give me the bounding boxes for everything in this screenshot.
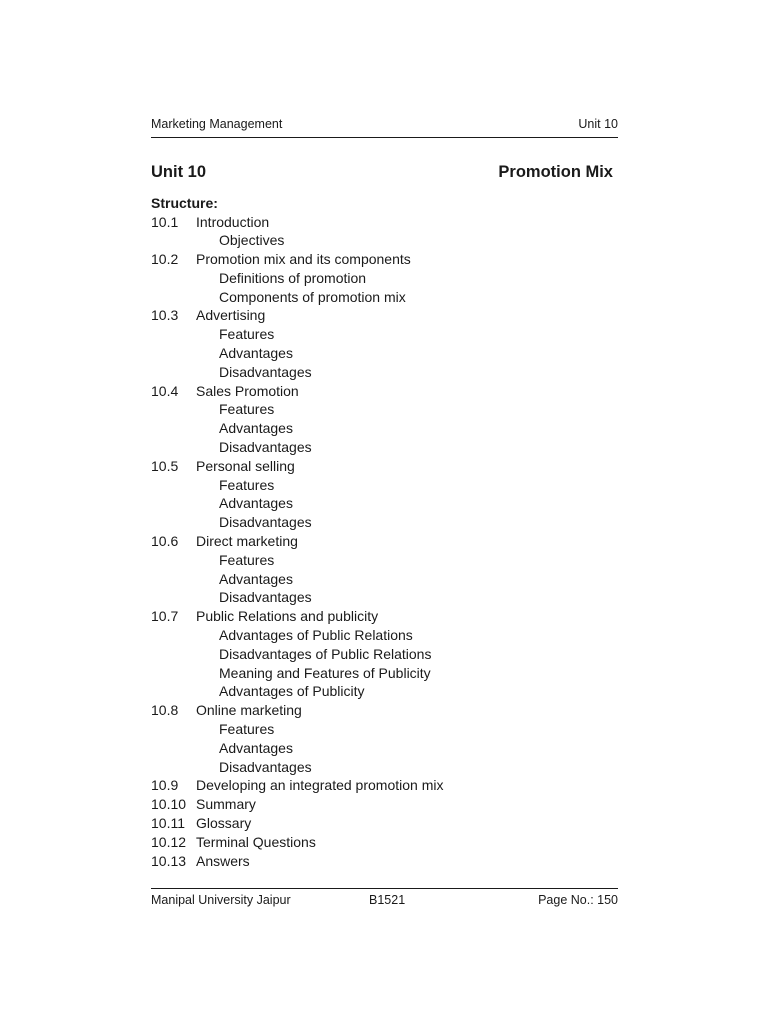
toc-section-title: Answers bbox=[196, 852, 250, 869]
toc-subsection-title: Advantages of Public Relations bbox=[219, 627, 413, 644]
footer-page-number: Page No.: 150 bbox=[538, 893, 618, 907]
toc-subsection-title: Advantages bbox=[219, 739, 293, 756]
toc-subsection-row bbox=[151, 476, 611, 495]
toc-subsection-row bbox=[151, 438, 611, 457]
toc-subsection-row bbox=[151, 588, 611, 607]
toc-subsection-title: Advantages bbox=[219, 495, 293, 512]
toc-section-number: 10.12 bbox=[151, 833, 187, 850]
toc-section-number: 10.13 bbox=[151, 852, 187, 869]
footer-university: Manipal University Jaipur bbox=[151, 893, 291, 907]
toc-subsection-row bbox=[151, 325, 611, 344]
toc-section-row bbox=[151, 382, 611, 401]
toc-subsection-title: Components of promotion mix bbox=[219, 288, 406, 305]
toc-section-number: 10.11 bbox=[151, 815, 185, 831]
toc-subsection-title: Advantages bbox=[219, 570, 293, 587]
toc-section-number: 10.4 bbox=[151, 382, 179, 399]
toc-section-row bbox=[151, 607, 611, 626]
toc-subsection-row bbox=[151, 758, 611, 777]
toc-section-number: 10.10 bbox=[151, 796, 187, 813]
toc-subsection-row bbox=[151, 551, 611, 570]
toc-subsection-row bbox=[151, 682, 611, 701]
toc-subsection-row bbox=[151, 626, 611, 645]
toc-subsection-title: Disadvantages bbox=[219, 514, 312, 531]
toc-subsection-title: Definitions of promotion bbox=[219, 269, 367, 286]
toc-subsection-title: Advantages bbox=[219, 345, 293, 362]
toc-section-row bbox=[151, 814, 611, 833]
toc-subsection-title: Disadvantages bbox=[219, 439, 312, 456]
toc-subsection-row bbox=[151, 344, 611, 363]
toc-subsection-title: Features bbox=[219, 401, 275, 418]
toc-subsection-row bbox=[151, 664, 611, 683]
toc-subsection-row bbox=[151, 419, 611, 438]
toc-subsection-row bbox=[151, 363, 611, 382]
structure-label: Structure: bbox=[151, 195, 218, 211]
toc-subsection-row bbox=[151, 231, 611, 250]
header-rule bbox=[151, 137, 618, 138]
toc-section-row bbox=[151, 457, 611, 476]
toc-section-row bbox=[151, 776, 611, 795]
toc-section-row bbox=[151, 213, 611, 232]
toc-subsection-title: Objectives bbox=[219, 232, 285, 249]
footer-course-code: B1521 bbox=[369, 893, 406, 907]
toc-section-row bbox=[151, 795, 611, 814]
toc-section-number: 10.3 bbox=[151, 307, 179, 324]
toc-section-title: Summary bbox=[196, 796, 256, 813]
toc-section-title: Personal selling bbox=[196, 457, 295, 474]
toc-section-row bbox=[151, 250, 611, 269]
footer-rule bbox=[151, 888, 618, 889]
toc-subsection-title: Advantages bbox=[219, 420, 293, 437]
toc-section-title: Direct marketing bbox=[196, 533, 298, 550]
toc-section-row bbox=[151, 833, 611, 852]
toc-subsection-title: Meaning and Features of Publicity bbox=[219, 664, 431, 681]
toc-subsection-row bbox=[151, 494, 611, 513]
toc-section-title: Advertising bbox=[196, 307, 266, 324]
running-footer bbox=[151, 892, 618, 908]
toc-section-title: Terminal Questions bbox=[196, 833, 316, 850]
toc-subsection-title: Disadvantages bbox=[219, 758, 312, 775]
toc-section-number: 10.9 bbox=[151, 777, 179, 794]
toc-section-number: 10.8 bbox=[151, 702, 179, 719]
toc-section-row bbox=[151, 306, 611, 325]
toc-subsection-row bbox=[151, 400, 611, 419]
toc-section-number: 10.7 bbox=[151, 608, 179, 625]
unit-title-heading: Promotion Mix bbox=[498, 163, 613, 181]
toc-subsection-title: Features bbox=[219, 551, 275, 568]
header-unit-label: Unit 10 bbox=[578, 117, 618, 131]
toc-section-row bbox=[151, 701, 611, 720]
toc-section-number: 10.2 bbox=[151, 251, 179, 268]
toc-subsection-title: Advantages of Publicity bbox=[219, 683, 365, 700]
toc-subsection-title: Features bbox=[219, 721, 275, 738]
header-book-title: Marketing Management bbox=[151, 117, 283, 131]
toc-subsection-title: Disadvantages bbox=[219, 363, 312, 380]
toc-section-number: 10.5 bbox=[151, 457, 179, 474]
toc-subsection-row bbox=[151, 645, 611, 664]
toc-subsection-row bbox=[151, 513, 611, 532]
toc-subsection-row bbox=[151, 269, 611, 288]
toc-section-row bbox=[151, 852, 611, 871]
toc-section-title: Glossary bbox=[196, 815, 252, 831]
toc-subsection-title: Features bbox=[219, 476, 275, 493]
toc-subsection-title: Disadvantages bbox=[219, 589, 312, 606]
toc-subsection-row bbox=[151, 720, 611, 739]
toc-subsection-row bbox=[151, 288, 611, 307]
toc-subsection-row bbox=[151, 570, 611, 589]
toc-section-title: Sales Promotion bbox=[196, 382, 299, 399]
toc-subsection-row bbox=[151, 739, 611, 758]
toc-subsection-title: Features bbox=[219, 326, 275, 343]
toc-section-title: Online marketing bbox=[196, 702, 302, 719]
toc-section-title: Introduction bbox=[196, 213, 270, 230]
unit-number-heading: Unit 10 bbox=[151, 163, 207, 181]
toc-section-title: Developing an integrated promotion mix bbox=[196, 777, 444, 794]
toc-section-number: 10.6 bbox=[151, 533, 179, 550]
table-of-contents bbox=[151, 213, 611, 871]
toc-section-row bbox=[151, 532, 611, 551]
toc-section-number: 10.1 bbox=[151, 213, 179, 230]
toc-section-title: Promotion mix and its components bbox=[196, 251, 411, 268]
toc-subsection-title: Disadvantages of Public Relations bbox=[219, 645, 432, 662]
toc-section-title: Public Relations and publicity bbox=[196, 608, 379, 625]
